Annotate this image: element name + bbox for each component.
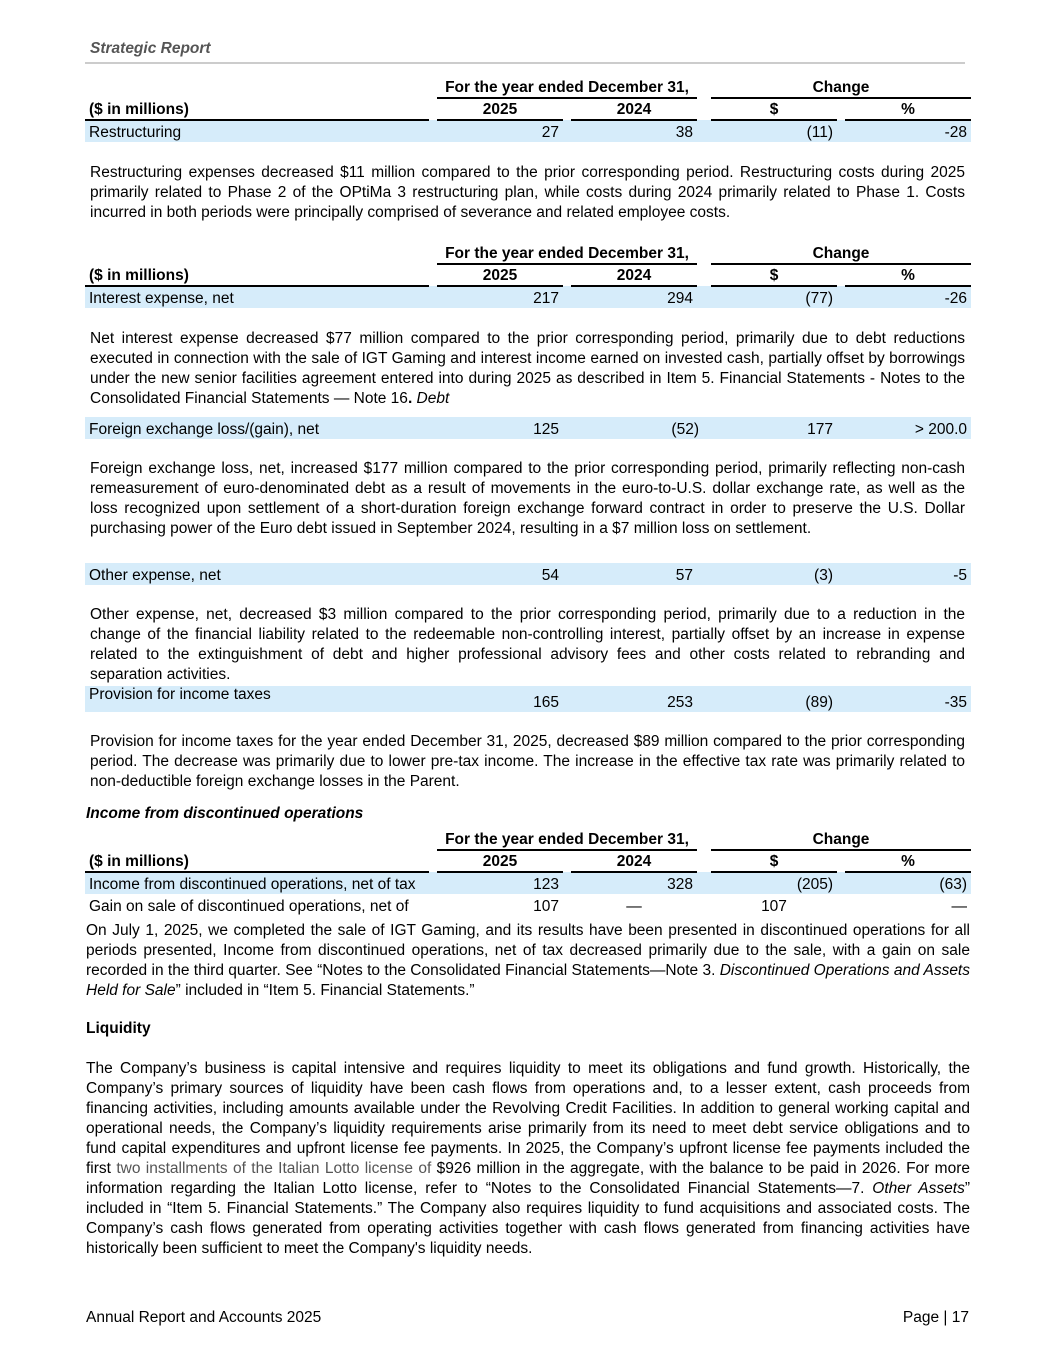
discontinued-text-a: On July 1, 2025, we completed the sale of IGT Gaming, and its results have been presented in discontinued operations for all periods presented, Income from discontinued operations, net of tax decreased primarily due to the sale, with a gain on sale recorded in the third quarter. See “Notes to the Consolidated Financial Statements—Note 3.	[86, 922, 970, 979]
row-label: Foreign exchange loss/(gain), net	[85, 417, 429, 439]
unit-header: ($ in millions)	[85, 98, 429, 120]
change-dollar-header: $	[711, 98, 837, 120]
value-2024: 57	[571, 563, 697, 585]
value-2024: 253	[571, 686, 697, 712]
interest-table	[85, 242, 971, 308]
change-header: Change	[711, 242, 971, 264]
value-2024: 328	[571, 872, 697, 894]
value-2025: 107	[437, 894, 563, 916]
change-dollar: (77)	[711, 286, 837, 308]
table-row	[85, 120, 971, 142]
other-text: Other expense, net, decreased $3 million compared to the prior corresponding period, primarily due to a reduction in the change of the financial liability related to the redeemable non-controlling interest, partially offset by an increase in expense related to the extinguishment of debt and higher professional advisory fees and other costs related to rebranding and separation activities.	[90, 606, 965, 683]
tax-text: Provision for income taxes for the year ended December 31, 2025, decreased $89 million compared to the prior corresponding period. The decrease was primarily due to lower pre-tax income. The increase in the effective tax rate was primarily related to non-deductible foreign exchange losses in the Parent.	[90, 733, 965, 790]
liquidity-text-a: The Company’s business is capital intensive and requires liquidity to meet its obligations and fund growth. Historically, the Company’s primary sources of liquidity have been cash flows from operations and, to a lesser extent, cash proceeds from financing activities, including amounts available under the Revolving Credit Facilities. In addition to general working capital and operational needs, the Company’s liquidity requirements arise primarily from its need to meet debt service obligations and to fund capital expenditures and upfront license fee payments. In 2025, the Company’s upfront license fee payments included the first	[86, 1060, 970, 1177]
change-pct-header: %	[845, 850, 971, 872]
change-pct: —	[845, 894, 971, 916]
change-dollar: 107	[711, 894, 837, 916]
period-header: For the year ended December 31,	[437, 76, 697, 98]
interest-text-dot: .	[407, 390, 413, 407]
change-dollar-header: $	[711, 850, 837, 872]
change-dollar: (11)	[711, 120, 837, 142]
value-2025: 125	[437, 417, 563, 439]
change-dollar: (3)	[711, 563, 837, 585]
value-2025: 217	[437, 286, 563, 308]
value-2025: 27	[437, 120, 563, 142]
discontinued-text-b: ” included in “Item 5. Financial Statements.”	[175, 982, 475, 999]
year-2024-header: 2024	[571, 98, 697, 120]
liquidity-text-italic: Other Assets	[872, 1180, 965, 1197]
footer-left: Annual Report and Accounts 2025	[86, 1309, 322, 1326]
change-pct-header: %	[845, 264, 971, 286]
section-header: Strategic Report	[90, 40, 211, 57]
unit-header: ($ in millions)	[85, 850, 429, 872]
value-2024: —	[571, 894, 697, 916]
liquidity-heading: Liquidity	[86, 1020, 151, 1037]
tax-table	[85, 686, 971, 712]
discontinued-heading: Income from discontinued operations	[86, 805, 364, 822]
period-header: For the year ended December 31,	[437, 242, 697, 264]
row-label: Restructuring	[85, 120, 429, 142]
value-2024: 38	[571, 120, 697, 142]
change-pct-header: %	[845, 98, 971, 120]
table-row	[85, 894, 971, 916]
change-dollar-header: $	[711, 264, 837, 286]
row-label: Interest expense, net	[85, 286, 429, 308]
page-number: Page | 17	[902, 1309, 969, 1326]
unit-header: ($ in millions)	[85, 264, 429, 286]
year-2025-header: 2025	[437, 850, 563, 872]
table-row	[85, 686, 971, 712]
change-pct: -28	[845, 120, 971, 142]
row-label: Other expense, net	[85, 563, 429, 585]
discontinued-table	[85, 828, 971, 916]
header-rule	[85, 62, 965, 64]
change-pct: -5	[845, 563, 971, 585]
restructuring-text: Restructuring expenses decreased $11 million compared to the prior corresponding period. Restructuring costs during 2025 primarily related to Phase 2 of the OPtiMa 3 restructuring plan, while costs during 2024 primarily related to Phase 1. Costs incurred in both periods were principally comprised of severance and related employee costs.	[90, 164, 965, 221]
change-dollar: 177	[711, 417, 837, 439]
interest-text-body: Net interest expense decreased $77 million compared to the prior corresponding period, primarily due to debt reductions executed in connection with the sale of IGT Gaming and interest income earned on invested cash, partially offset by borrowings under the new senior facilities agreement entered into during 2025 as described in Item 5. Financial Statements - Notes to the Consolidated Financial Statements — Note 16	[90, 330, 965, 407]
row-label: Provision for income taxes	[85, 686, 429, 712]
row-label: Income from discontinued operations, net of tax	[85, 872, 429, 894]
table-row	[85, 286, 971, 308]
change-header: Change	[711, 76, 971, 98]
period-header: For the year ended December 31,	[437, 828, 697, 850]
change-dollar: (205)	[711, 872, 837, 894]
value-2025: 54	[437, 563, 563, 585]
liquidity-text-b: $926 million in the aggregate, with the balance to be paid in 2026. For more information regarding the Italian Lotto license, refer to “Notes to the Consolidated Financial Statements—7.	[86, 1160, 970, 1197]
year-2024-header: 2024	[571, 264, 697, 286]
fx-table	[85, 417, 971, 439]
value-2025: 165	[437, 686, 563, 712]
fx-text: Foreign exchange loss, net, increased $177 million compared to the prior corresponding period, primarily reflecting non-cash remeasurement of euro-denominated debt as a result of movements in the euro-to-U.S. dollar exchange rate, as well as the loss recognized upon settlement of a short-duration foreign exchange forward contract in order to preserve the U.S. Dollar purchasing power of the Euro debt issued in September 2024, resulting in a $7 million loss on settlement.	[90, 460, 965, 537]
discontinued-text	[86, 921, 970, 1001]
table-row	[85, 417, 971, 439]
discontinued-text-italic: Discontinued Operations and Assets Held for Sale	[86, 962, 970, 999]
change-pct: -35	[845, 686, 971, 712]
change-pct: (63)	[845, 872, 971, 894]
liquidity-text-grey: two installments of the Italian Lotto license of	[116, 1160, 432, 1177]
interest-text	[90, 329, 965, 409]
row-label: Gain on sale of discontinued operations, net of	[85, 894, 429, 916]
interest-text-italic: Debt	[412, 390, 450, 407]
value-2024: 294	[571, 286, 697, 308]
year-2025-header: 2025	[437, 264, 563, 286]
year-2024-header: 2024	[571, 850, 697, 872]
table-row	[85, 872, 971, 894]
liquidity-text	[86, 1059, 970, 1259]
change-header: Change	[711, 828, 971, 850]
restructuring-table	[85, 76, 971, 142]
year-2025-header: 2025	[437, 98, 563, 120]
other-table	[85, 563, 971, 585]
liquidity-text-c: ” included in “Item 5. Financial Statements.” The Company also requires liquidity to fund acquisitions and associated costs. The Company’s cash flows generated from operating activities together with cash flows generated from financing activities have historically been sufficient to meet the Company's liquidity needs.	[86, 1180, 970, 1257]
change-pct: -26	[845, 286, 971, 308]
value-2025: 123	[437, 872, 563, 894]
change-dollar: (89)	[711, 686, 837, 712]
table-row	[85, 563, 971, 585]
value-2024: (52)	[571, 417, 703, 439]
change-pct: > 200.0	[845, 417, 971, 439]
